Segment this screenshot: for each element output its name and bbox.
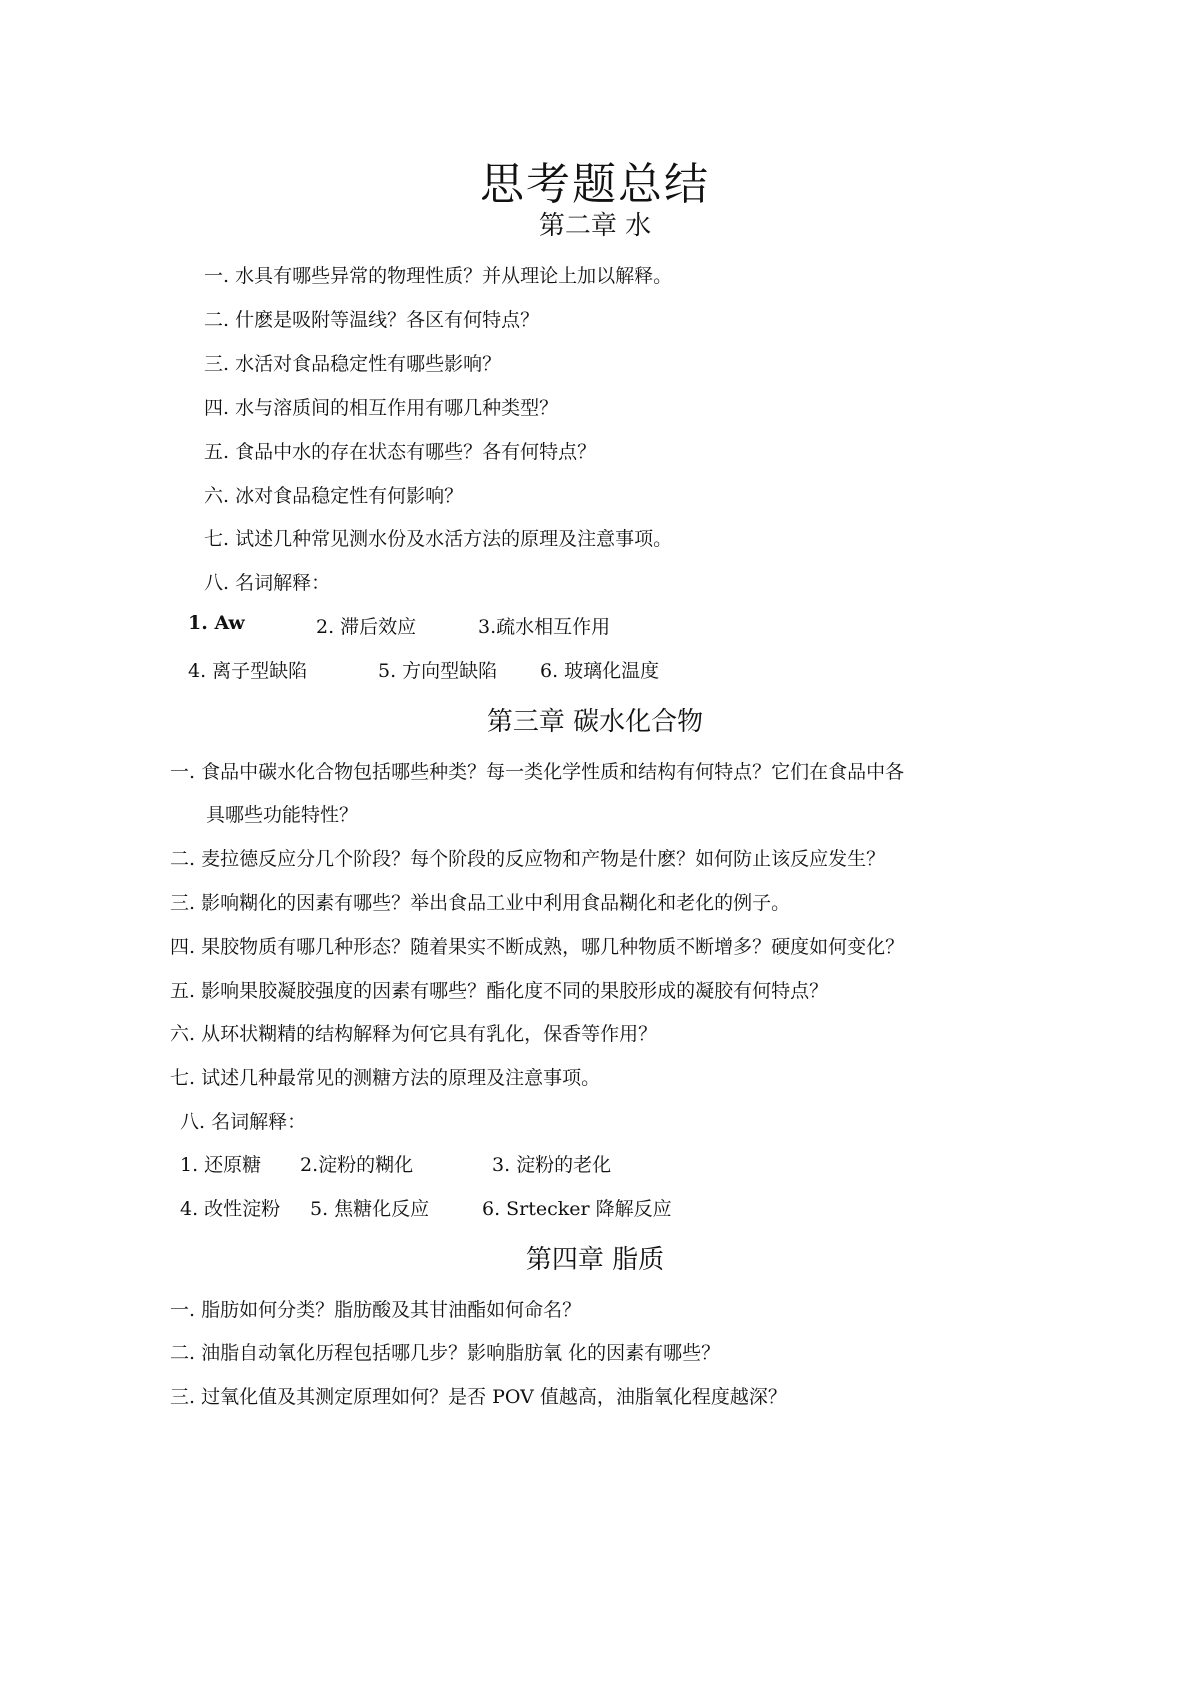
ch3-question-1-cont: 具哪些功能特性？ <box>206 804 359 826</box>
ch2-question-5: 五. 食品中水的存在状态有哪些？各有何特点？ <box>204 441 597 463</box>
ch3-question-4: 四. 果胶物质有哪几种形态？随着果实不断成熟，哪几种物质不断增多？硬度如何变化？ <box>170 936 905 958</box>
ch3-term-4: 4. 改性淀粉 <box>180 1198 281 1220</box>
ch3-question-6: 六. 从环状糊精的结构解释为何它具有乳化，保香等作用？ <box>170 1023 658 1045</box>
ch3-term-6: 6. Srtecker 降解反应 <box>482 1198 672 1220</box>
ch3-term-5: 5. 焦糖化反应 <box>310 1198 430 1220</box>
ch3-question-1: 一. 食品中碳水化合物包括哪些种类？每一类化学性质和结构有何特点？它们在食品中各 <box>170 761 905 783</box>
ch2-question-4: 四. 水与溶质间的相互作用有哪几种类型？ <box>204 397 559 419</box>
ch2-term-5: 5. 方向型缺陷 <box>378 660 498 682</box>
ch2-term-2: 2. 滞后效应 <box>316 616 417 638</box>
ch3-question-5: 五. 影响果胶凝胶强度的因素有哪些？酯化度不同的果胶形成的凝胶有何特点？ <box>170 980 829 1002</box>
ch2-term-6: 6. 玻璃化温度 <box>540 660 660 682</box>
ch2-question-8: 八. 名词解释： <box>204 572 331 594</box>
ch2-term-1: 1. Aw <box>188 612 245 634</box>
ch4-question-2: 二. 油脂自动氧化历程包括哪几步？影响脂肪氧 化的因素有哪些？ <box>170 1342 721 1364</box>
ch2-question-7: 七. 试述几种常见测水份及水活方法的原理及注意事项。 <box>204 528 673 550</box>
ch2-term-4: 4. 离子型缺陷 <box>188 660 308 682</box>
ch2-question-1: 一. 水具有哪些异常的物理性质？并从理论上加以解释。 <box>204 265 673 287</box>
ch3-question-7: 七. 试述几种最常见的测糖方法的原理及注意事项。 <box>170 1067 601 1089</box>
ch4-question-1: 一. 脂肪如何分类？脂肪酸及其甘油酯如何命名？ <box>170 1299 582 1321</box>
chapter-2-heading: 第二章 水 <box>538 211 652 241</box>
ch3-term-2: 2.淀粉的糊化 <box>300 1154 414 1176</box>
ch2-question-6: 六. 冰对食品稳定性有何影响？ <box>204 485 464 507</box>
ch3-term-1: 1. 还原糖 <box>180 1154 262 1176</box>
chapter-4-heading: 第四章 脂质 <box>525 1245 665 1275</box>
ch3-term-3: 3. 淀粉的老化 <box>492 1154 612 1176</box>
ch2-question-3: 三. 水活对食品稳定性有哪些影响？ <box>204 353 502 375</box>
page-title: 思考题总结 <box>480 159 710 210</box>
ch3-question-2: 二. 麦拉德反应分几个阶段？每个阶段的反应物和产物是什麽？如何防止该反应发生？ <box>170 848 886 870</box>
ch2-term-3: 3.疏水相互作用 <box>478 616 611 638</box>
ch3-question-3: 三. 影响糊化的因素有哪些？举出食品工业中利用食品糊化和老化的例子。 <box>170 892 791 914</box>
chapter-3-heading: 第三章 碳水化合物 <box>486 707 704 737</box>
ch2-question-2: 二. 什麽是吸附等温线？各区有何特点？ <box>204 309 540 331</box>
ch4-question-3: 三. 过氧化值及其测定原理如何？是否 POV 值越高，油脂氧化程度越深？ <box>170 1386 787 1408</box>
ch3-question-8: 八. 名词解释： <box>180 1111 307 1133</box>
